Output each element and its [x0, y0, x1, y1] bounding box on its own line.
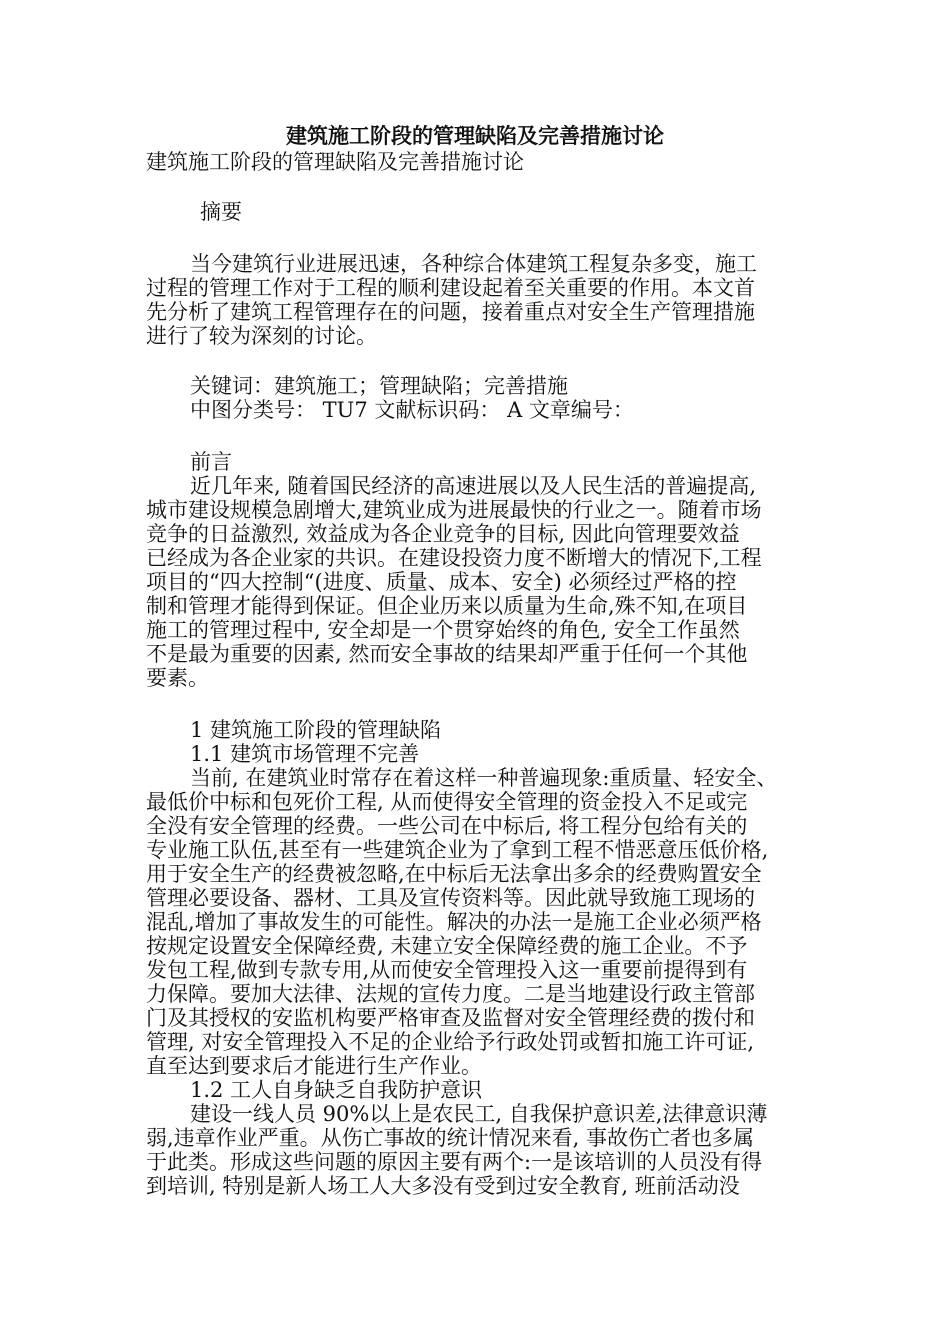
- keywords-line: 关键词：建筑施工；管理缺陷；完善措施: [190, 374, 568, 398]
- body-line: 按规定设置安全保障经费, 未建立安全保障经费的施工企业。不予: [146, 934, 748, 958]
- abstract-line: 进行了较为深刻的讨论。: [146, 324, 377, 348]
- body-line: 全没有安全管理的经费。一些公司在中标后, 将工程分包给有关的: [146, 814, 748, 838]
- body-line: 到培训, 特别是新人场工人大多没有受到过安全教育, 班前活动没: [146, 1174, 740, 1198]
- body-line: 建设一线人员 90%以上是农民工, 自我保护意识差,法律意识薄: [190, 1102, 768, 1126]
- abstract-line: 当今建筑行业进展迅速，各种综合体建筑工程复杂多变，施工: [190, 252, 757, 276]
- body-line: 要素。: [146, 666, 209, 690]
- subsection-heading: 1.1 建筑市场管理不完善: [190, 742, 420, 766]
- abstract-line: 先分析了建筑工程管理存在的问题，接着重点对安全生产管理措施: [146, 300, 755, 324]
- body-line: 项目的“四大控制“(进度、质量、成本、安全) 必须经过严格的控: [146, 570, 737, 594]
- body-line: 竞争的日益激烈, 效益成为各企业竞争的目标, 因此向管理要效益: [146, 522, 740, 546]
- subsection-heading: 1.2 工人自身缺乏自我防护意识: [190, 1078, 483, 1102]
- subtitle-line: 建筑施工阶段的管理缺陷及完善措施讨论: [146, 150, 524, 174]
- body-line: 最低价中标和包死价工程, 从而使得安全管理的资金投入不足或完: [146, 790, 748, 814]
- body-line: 当前, 在建筑业时常存在着这样一种普遍现象:重质量、轻安全、: [190, 766, 778, 790]
- preface-heading: 前言: [190, 450, 232, 474]
- body-line: 于此类。形成这些问题的原因主要有两个:一是该培训的人员没有得: [146, 1150, 763, 1174]
- document-title: 建筑施工阶段的管理缺陷及完善措施讨论: [286, 124, 664, 148]
- body-line: 门及其授权的安监机构要严格审查及监督对安全管理经费的拨付和: [146, 1006, 755, 1030]
- body-line: 发包工程,做到专款专用,从而使安全管理投入这一重要前提得到有: [146, 958, 748, 982]
- body-line: 不是最为重要的因素, 然而安全事故的结果却严重于任何一个其他: [146, 642, 748, 666]
- body-line: 弱,违章作业严重。从伤亡事故的统计情况来看, 事故伤亡者也多属: [146, 1126, 755, 1150]
- body-line: 用于安全生产的经费被忽略,在中标后无法拿出多余的经费购置安全: [146, 862, 762, 886]
- body-line: 近几年来, 随着国民经济的高速进展以及人民生活的普遍提高,: [190, 474, 757, 498]
- body-line: 城市建设规模急剧增大,建筑业成为进展最快的行业之一。随着市场: [146, 498, 762, 522]
- body-line: 直至达到要求后才能进行生产作业。: [146, 1054, 482, 1078]
- body-line: 管理必要设备、器材、工具及宣传资料等。因此就导致施工现场的: [146, 886, 755, 910]
- body-line: 已经成为各企业家的共识。在建设投资力度不断增大的情况下,工程: [146, 546, 762, 570]
- body-line: 混乱,增加了事故发生的可能性。解决的办法一是施工企业必须严格: [146, 910, 762, 934]
- body-line: 力保障。要加大法律、法规的宣传力度。二是当地建设行政主管部: [146, 982, 755, 1006]
- abstract-line: 过程的管理工作对于工程的顺利建设起着至关重要的作用。本文首: [146, 276, 755, 300]
- body-line: 专业施工队伍,甚至有一些建筑企业为了拿到工程不惜恶意压低价格,: [146, 838, 769, 862]
- body-line: 管理, 对安全管理投入不足的企业给予行政处罚或暂扣施工许可证,: [146, 1030, 755, 1054]
- abstract-heading: 摘要: [200, 200, 242, 224]
- body-line: 制和管理才能得到保证。但企业历来以质量为生命,殊不知,在项目: [146, 594, 748, 618]
- body-line: 施工的管理过程中, 安全却是一个贯穿始终的角色, 安全工作虽然: [146, 618, 740, 642]
- section-heading: 1 建筑施工阶段的管理缺陷: [190, 718, 442, 742]
- classification-line: 中图分类号： TU7 文献标识码： A 文章编号：: [190, 398, 634, 422]
